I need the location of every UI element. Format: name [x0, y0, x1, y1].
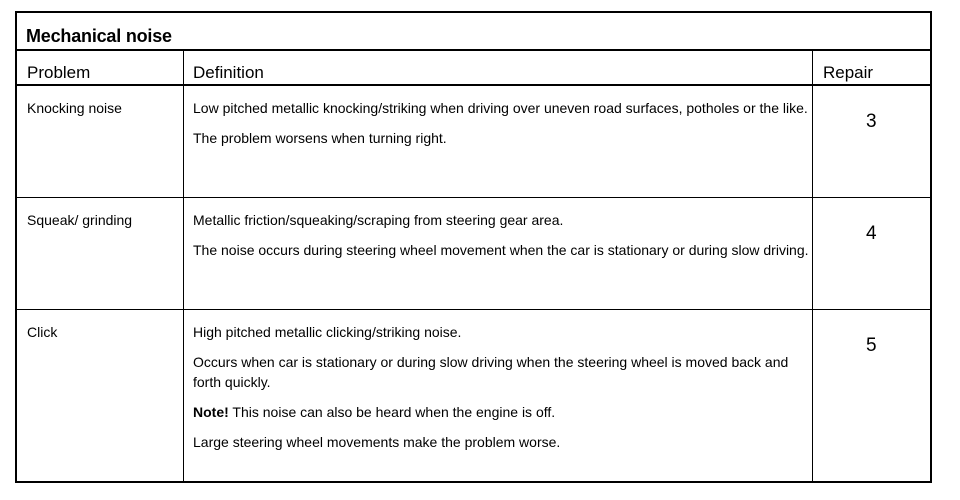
table-row [17, 86, 930, 198]
definition-text: Metallic friction/squeaking/scraping from steering gear area. [193, 212, 564, 228]
mechanical-noise-table [15, 11, 932, 483]
definition-text: High pitched metallic clicking/striking noise. [193, 324, 462, 340]
definition-text: Low pitched metallic knocking/striking when driving over uneven road surfaces, potholes or the like. [193, 100, 808, 116]
definition-cell [193, 210, 813, 270]
repair-cell: 5 [866, 335, 877, 356]
definition-text: Large steering wheel movements make the problem worse. [193, 434, 561, 450]
header-problem: Problem [27, 63, 91, 82]
problem-cell: Knocking noise [27, 100, 122, 116]
table-row [17, 198, 930, 310]
table-title: Mechanical noise [26, 26, 172, 46]
repair-cell: 3 [866, 111, 877, 132]
note-paragraph [193, 402, 813, 422]
definition-cell [193, 322, 813, 462]
table-title-row [17, 13, 930, 51]
note-text: This noise can also be heard when the engine is off. [228, 404, 556, 420]
header-repair: Repair [823, 63, 874, 82]
problem-cell: Click [27, 324, 58, 340]
header-definition: Definition [193, 63, 264, 82]
definition-cell [193, 98, 813, 158]
definition-text: The problem worsens when turning right. [193, 130, 447, 146]
repair-cell: 4 [866, 223, 877, 244]
definition-text: Occurs when car is stationary or during slow driving when the steering wheel is moved back and forth quickly. [193, 354, 789, 390]
table-header-row [17, 49, 930, 86]
note-label: Note! [193, 404, 229, 420]
problem-cell: Squeak/ grinding [27, 212, 133, 228]
definition-text: The noise occurs during steering wheel movement when the car is stationary or during slow driving. [193, 242, 809, 258]
table-row [17, 310, 930, 480]
